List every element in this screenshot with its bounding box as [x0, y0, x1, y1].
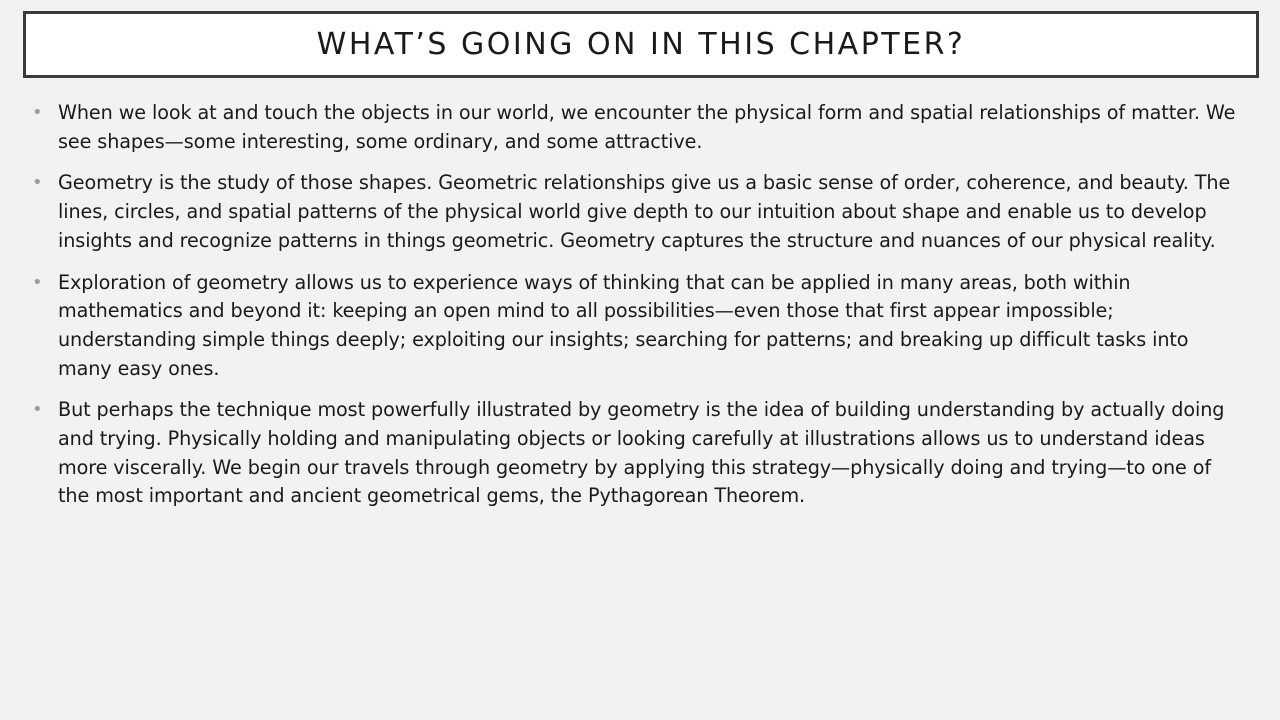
bullet-text: Exploration of geometry allows us to experience ways of thinking that can be applied in many areas, both within mathematics and beyond it: keeping an open mind to all possibilities—even those that first appear impossible; understanding simple things deeply; exploiting our insights; searching for patterns; and breaking up difficult tasks into many easy ones. [58, 270, 1189, 380]
bullet-list [28, 99, 1243, 524]
bullet-text: When we look at and touch the objects in our world, we encounter the physical form and spatial relationships of matter. We see shapes—some interesting, some ordinary, and some attractive. [58, 101, 1236, 153]
bullet-item-2 [28, 169, 1243, 255]
bullet-text: Geometry is the study of those shapes. Geometric relationships give us a basic sense of order, coherence, and beauty. The lines, circles, and spatial patterns of the physical world give depth to our intuition about shape and enable us to develop insights and recognize patterns in things geometric. Geometry captures the structure and nuances of our physical reality. [58, 171, 1231, 252]
bullet-dot-icon: • [32, 399, 43, 421]
slide-title-box [23, 11, 1259, 78]
bullet-item-3 [28, 269, 1243, 384]
bullet-item-4 [28, 396, 1243, 511]
bullet-text: But perhaps the technique most powerfully illustrated by geometry is the idea of building understanding by actually doing and trying. Physically holding and manipulating objects or looking carefully at illustrations allows us to understand ideas more viscerally. We begin our travels through geometry by applying this strategy—physically doing and trying—to one of the most important and ancient geometrical gems, the Pythagorean Theorem. [58, 398, 1225, 508]
bullet-item-1 [28, 99, 1243, 156]
bullet-dot-icon: • [32, 271, 43, 293]
slide-title: WHAT’S GOING ON IN THIS CHAPTER? [316, 27, 966, 62]
bullet-dot-icon: • [32, 102, 43, 123]
bullet-dot-icon: • [32, 172, 43, 194]
